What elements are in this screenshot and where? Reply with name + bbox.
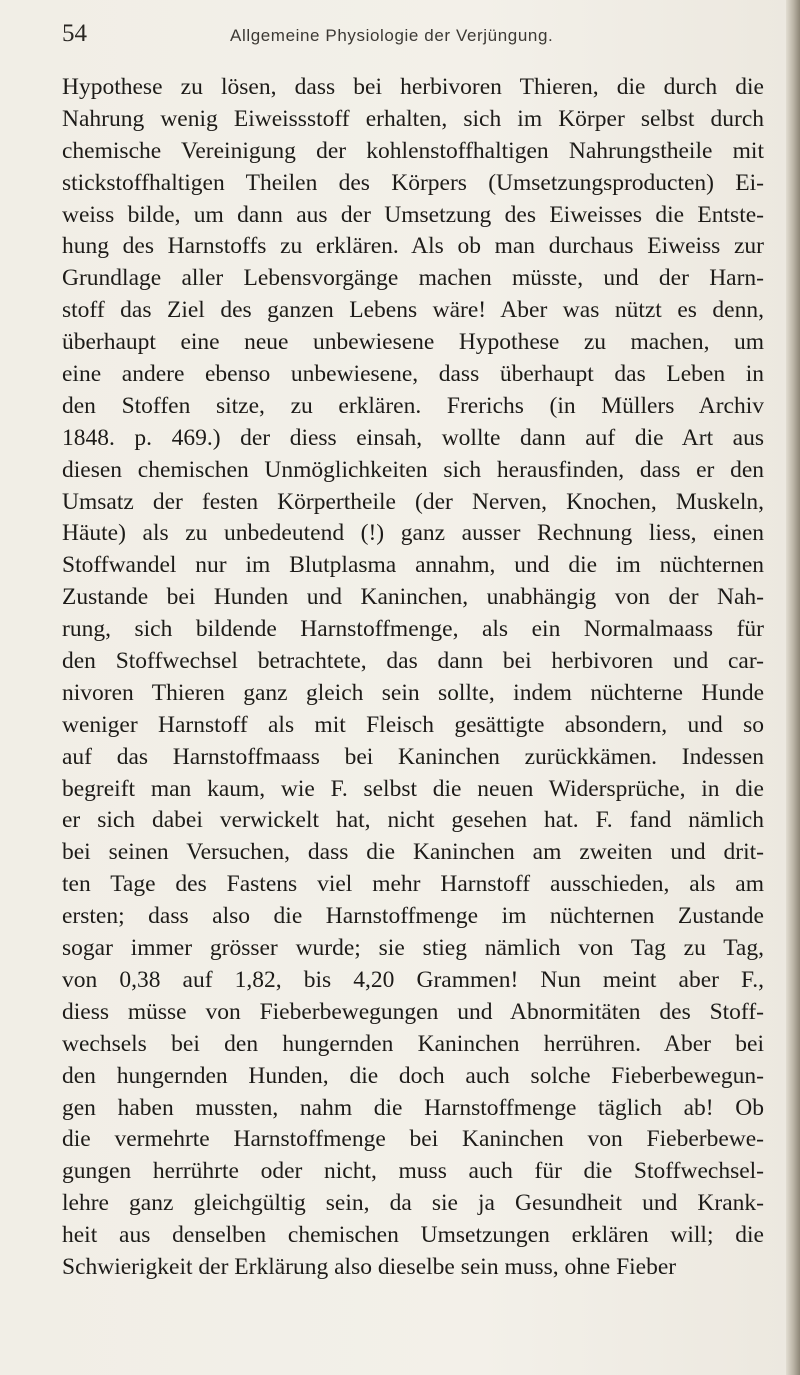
text-line: auf das Harnstoffmaass bei Kaninchen zurückkämen. Indessen [62, 743, 764, 770]
text-line: 1848. p. 469.) der diess einsah, wollte dann auf die Art aus [62, 424, 764, 451]
text-line: überhaupt eine neue unbewiesene Hypothese zu machen, um [62, 329, 764, 356]
text-line: den Stoffwechsel betrachtete, das dann bei herbivoren und car- [62, 648, 764, 675]
text-line: hung des Harnstoffs zu erklären. Als ob man durchaus Eiweiss zur [62, 233, 764, 260]
text-line: Stoffwandel nur im Blutplasma annahm, und die im nüchternen [62, 552, 764, 579]
text-line: stoff das Ziel des ganzen Lebens wäre! Aber was nützt es denn, [62, 297, 764, 324]
text-line: den Stoffen sitze, zu erklären. Frerichs (in Müllers Archiv [62, 392, 764, 419]
text-line: Umsatz der festen Körpertheile (der Nerven, Knochen, Muskeln, [62, 488, 764, 515]
text-line: Grundlage aller Lebensvorgänge machen müsste, und der Harn- [62, 265, 764, 292]
text-line: ten Tage des Fastens viel mehr Harnstoff ausschieden, als am [62, 871, 764, 898]
text-line: Nahrung wenig Eiweissstoff erhalten, sich im Körper selbst durch [62, 105, 764, 132]
text-line: eine andere ebenso unbewiesene, dass überhaupt das Leben in [62, 361, 764, 388]
text-line: diess müsse von Fieberbewegungen und Abnormitäten des Stoff- [62, 998, 764, 1025]
page-number: 54 [62, 20, 87, 47]
text-line: von 0,38 auf 1,82, bis 4,20 Grammen! Nun meint aber F., [62, 966, 764, 993]
book-spine-edge [786, 0, 800, 1375]
text-line: diesen chemischen Unmöglichkeiten sich herausfinden, dass er den [62, 456, 764, 483]
text-line: nivoren Thieren ganz gleich sein sollte, indem nüchterne Hunde [62, 679, 764, 706]
text-line: weniger Harnstoff als mit Fleisch gesättigte absondern, und so [62, 711, 764, 738]
text-line: rung, sich bildende Harnstoffmenge, als ein Normalmaass für [62, 616, 764, 643]
text-line: Hypothese zu lösen, dass bei herbivoren Thieren, die durch die [62, 74, 764, 100]
text-line: heit aus denselben chemischen Umsetzungen erklären will; die [62, 1222, 764, 1249]
text-line: stickstoffhaltigen Theilen des Körpers (Umsetzungsproducten) Ei- [62, 169, 764, 196]
text-line: Zustande bei Hunden und Kaninchen, unabhängig von der Nah- [62, 584, 764, 611]
running-title: Allgemeine Physiologie der Verjüngung. [230, 26, 554, 45]
text-line: Schwierigkeit der Erklärung also dieselbe sein muss, ohne Fieber [62, 1253, 677, 1280]
text-line: die vermehrte Harnstoffmenge bei Kaninchen von Fieberbewe- [62, 1126, 764, 1153]
text-line: weiss bilde, um dann aus der Umsetzung des Eiweisses die Entste- [62, 201, 764, 228]
text-line: ersten; dass also die Harnstoffmenge im nüchternen Zustande [62, 903, 764, 930]
text-line: chemische Vereinigung der kohlenstoffhaltigen Nahrungstheile mit [62, 137, 764, 164]
page-header [62, 20, 762, 56]
text-line: Häute) als zu unbedeutend (!) ganz ausser Rechnung liess, einen [62, 520, 764, 547]
text-line: er sich dabei verwickelt hat, nicht gesehen hat. F. fand nämlich [62, 807, 764, 834]
text-line: den hungernden Hunden, die doch auch solche Fieberbewegun- [62, 1062, 764, 1089]
text-line: gungen herrührte oder nicht, muss auch für die Stoffwechsel- [62, 1158, 764, 1185]
text-line: lehre ganz gleichgültig sein, da sie ja Gesundheit und Krank- [62, 1190, 764, 1217]
body-text [62, 72, 764, 1284]
text-line: sogar immer grösser wurde; sie stieg nämlich von Tag zu Tag, [62, 935, 764, 962]
text-line: gen haben mussten, nahm die Harnstoffmenge täglich ab! Ob [62, 1094, 764, 1121]
text-line: begreift man kaum, wie F. selbst die neuen Widersprüche, in die [62, 775, 764, 802]
text-line: bei seinen Versuchen, dass die Kaninchen am zweiten und drit- [62, 839, 764, 866]
text-line: wechsels bei den hungernden Kaninchen herrühren. Aber bei [62, 1030, 764, 1057]
